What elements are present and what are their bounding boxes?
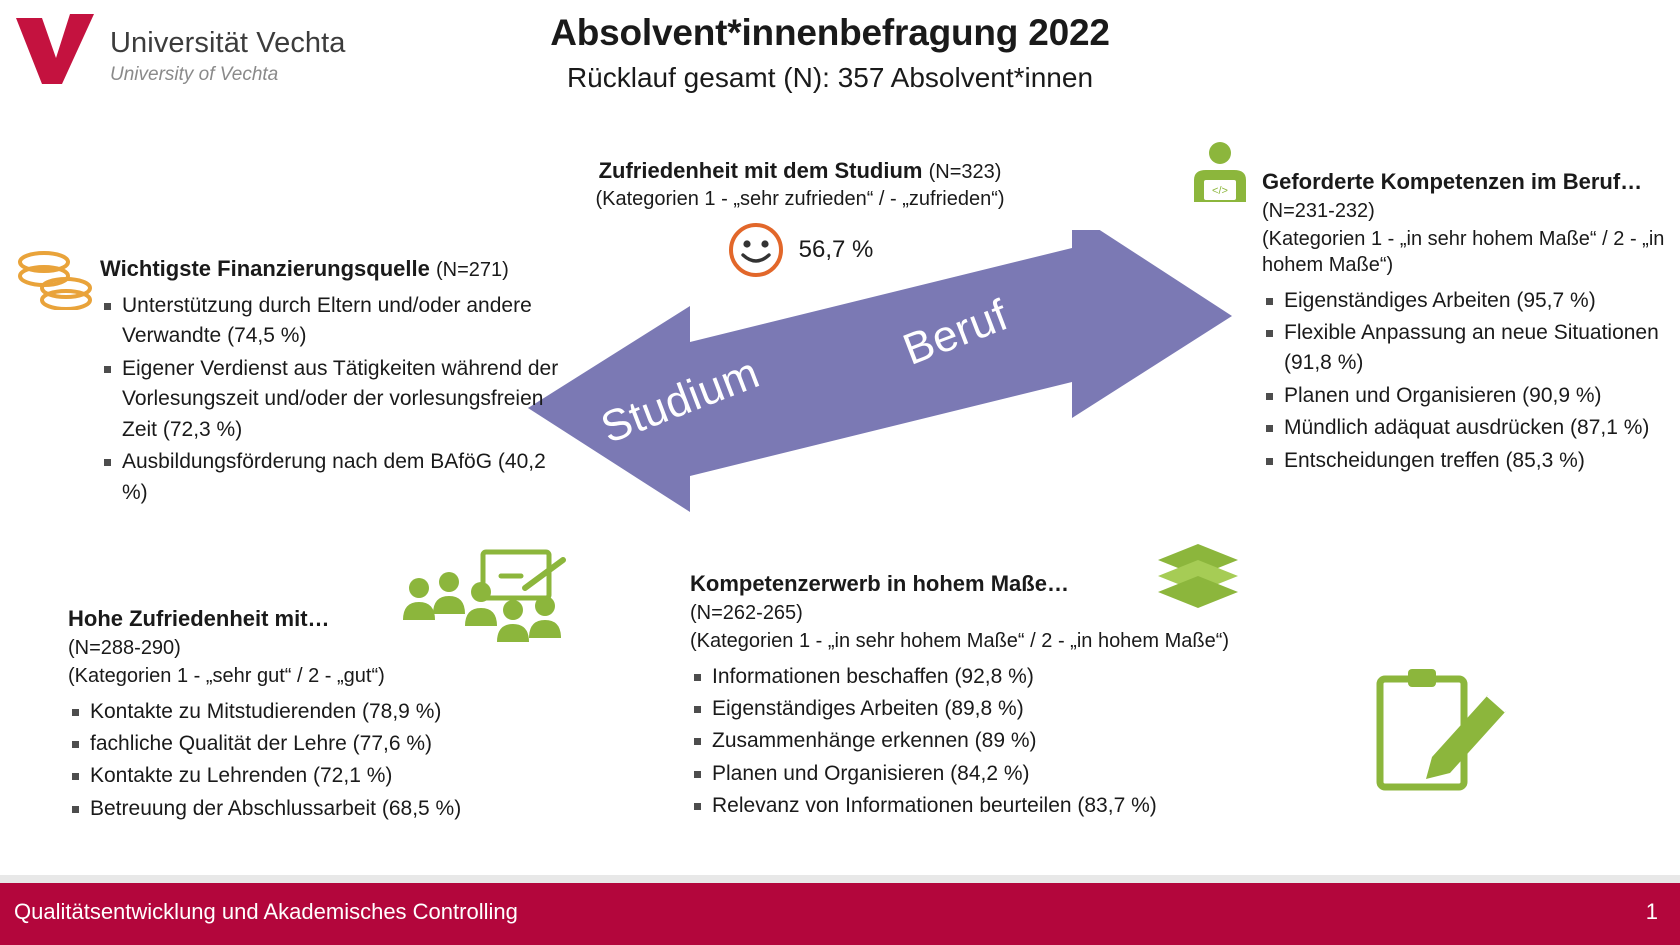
list-item: Relevanz von Informationen beurteilen (83,7 %) xyxy=(690,791,1330,821)
footer-divider xyxy=(0,875,1680,883)
page-title: Absolvent*innenbefragung 2022 xyxy=(550,12,1110,53)
arrow-label-studium: Studium xyxy=(594,348,767,453)
satisfaction-value: 56,7 % xyxy=(798,236,874,263)
svg-text:</>: </> xyxy=(1212,185,1228,197)
high-satisfaction-n: (N=288-290) xyxy=(68,636,181,659)
list-item: Betreuung der Abschlussarbeit (68,5 %) xyxy=(68,794,588,824)
list-item: Planen und Organisieren (84,2 %) xyxy=(690,759,1330,789)
financing-list xyxy=(100,291,570,508)
list-item: fachliche Qualität der Lehre (77,6 %) xyxy=(68,729,588,759)
footer-bar xyxy=(0,883,1680,945)
list-item: Eigenständiges Arbeiten (89,8 %) xyxy=(690,694,1330,724)
list-item: Kontakte zu Mitstudierenden (78,9 %) xyxy=(68,697,588,727)
high-satisfaction-list xyxy=(68,697,588,825)
financing-heading-text: Wichtigste Finanzierungsquelle xyxy=(100,256,430,281)
competencies-job-block xyxy=(1262,168,1672,478)
title-block xyxy=(380,12,1280,94)
arrow-label-beruf: Beruf xyxy=(896,290,1015,375)
list-item: Eigenständiges Arbeiten (95,7 %) xyxy=(1262,286,1672,316)
high-satisfaction-categories: (Kategorien 1 - „sehr gut“ / 2 - „gut“) xyxy=(68,664,385,687)
satisfaction-heading xyxy=(540,158,1060,184)
competence-acquisition-categories: (Kategorien 1 - „in sehr hohem Maße“ / 2 - „in hohem Maße“) xyxy=(690,629,1230,652)
satisfaction-categories: (Kategorien 1 - „sehr zufrieden“ / - „zufrieden“) xyxy=(595,188,1005,210)
list-item: Informationen beschaffen (92,8 %) xyxy=(690,662,1330,692)
list-item: Entscheidungen treffen (85,3 %) xyxy=(1262,446,1672,476)
logo-subtitle: University of Vechta xyxy=(110,63,279,85)
competencies-job-list xyxy=(1262,286,1672,477)
list-item: Zusammenhänge erkennen (89 %) xyxy=(690,726,1330,756)
competence-acquisition-list xyxy=(690,662,1330,822)
clipboard-pen-icon xyxy=(1370,665,1520,795)
list-item: Planen und Organisieren (90,9 %) xyxy=(1262,381,1672,411)
competence-acquisition-heading: Kompetenzerwerb in hohem Maße… xyxy=(690,571,1069,596)
competence-acquisition-block xyxy=(690,570,1330,824)
competencies-job-n: (N=231-232) xyxy=(1262,199,1375,222)
competencies-job-categories: (Kategorien 1 - „in sehr hohem Maße“ / 2 - „in hohem Maße“) xyxy=(1262,227,1665,276)
vechta-checkmark-logo-icon xyxy=(12,12,98,86)
high-satisfaction-heading: Hohe Zufriedenheit mit… xyxy=(68,606,330,631)
financing-heading xyxy=(100,255,570,283)
list-item: Eigener Verdienst aus Tätigkeiten während der Vorlesungszeit und/oder der vorlesungsfreien Zeit (72,3 %) xyxy=(100,354,570,445)
list-item: Kontakte zu Lehrenden (72,1 %) xyxy=(68,761,588,791)
list-item: Mündlich adäquat ausdrücken (87,1 %) xyxy=(1262,413,1672,443)
footer-text: Qualitätsentwicklung und Akademisches Controlling xyxy=(14,899,518,924)
university-logo xyxy=(12,10,392,100)
financing-block xyxy=(100,255,570,510)
person-laptop-icon xyxy=(1182,140,1258,212)
smiley-face-icon xyxy=(727,221,785,279)
logo-title: Universität Vechta xyxy=(110,27,346,59)
footer-page-number: 1 xyxy=(1645,899,1658,924)
page-subtitle: Rücklauf gesamt (N): 357 Absolvent*innen xyxy=(566,62,1094,93)
high-satisfaction-block xyxy=(68,605,588,826)
competence-acquisition-n: (N=262-265) xyxy=(690,601,803,624)
list-item: Ausbildungsförderung nach dem BAföG (40,2 %) xyxy=(100,447,570,508)
satisfaction-heading-text: Zufriedenheit mit dem Studium xyxy=(598,158,923,183)
satisfaction-n: (N=323) xyxy=(928,161,1002,183)
satisfaction-study-block xyxy=(540,158,1060,279)
list-item: Flexible Anpassung an neue Situationen (91,8 %) xyxy=(1262,318,1672,379)
financing-n: (N=271) xyxy=(435,259,509,281)
competencies-job-heading: Geforderte Kompetenzen im Beruf… xyxy=(1262,169,1643,194)
coins-icon xyxy=(14,248,98,310)
list-item: Unterstützung durch Eltern und/oder andere Verwandte (74,5 %) xyxy=(100,291,570,352)
